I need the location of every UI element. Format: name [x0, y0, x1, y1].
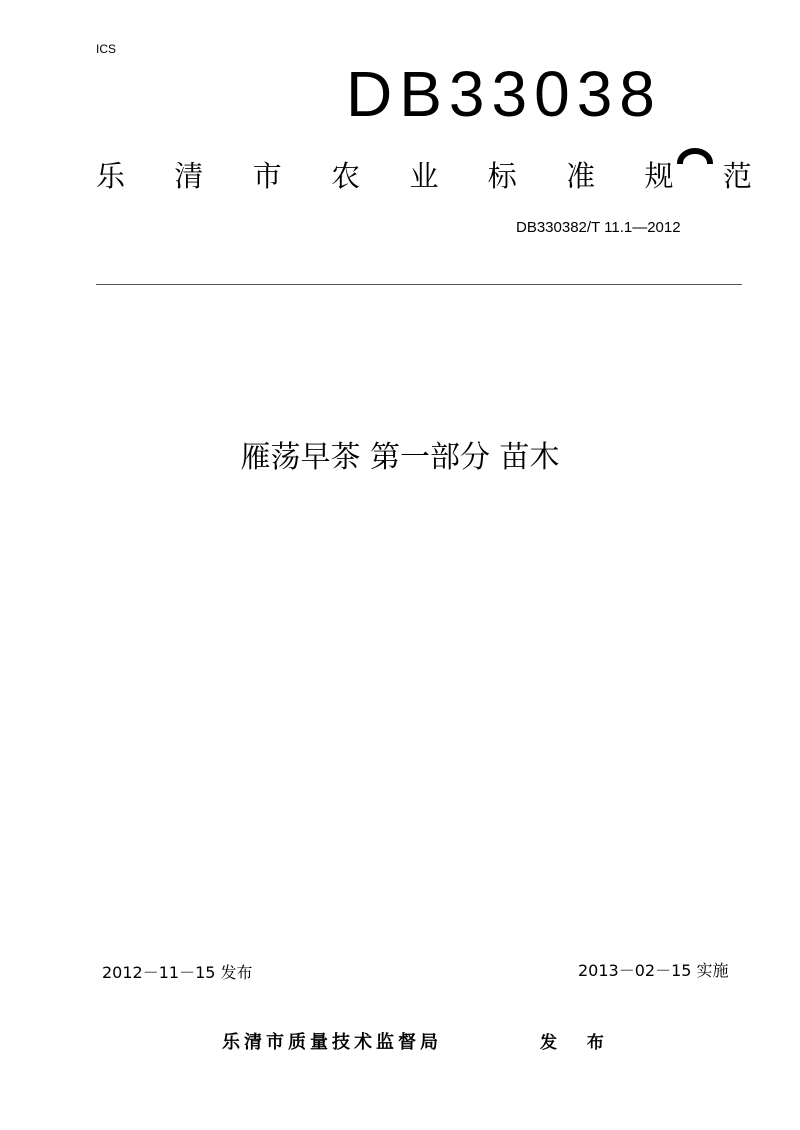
category-char: 乐: [96, 159, 126, 193]
standard-code: DB33038: [346, 58, 662, 130]
category-char: 规: [644, 159, 674, 193]
document-title: 雁荡早茶 第一部分 苗木: [240, 440, 560, 475]
standard-category: [96, 158, 752, 194]
issuer-action: 发 布: [540, 1033, 616, 1053]
header-divider: [96, 284, 742, 285]
category-char: 标: [487, 159, 517, 193]
ics-label: ICS: [96, 42, 117, 56]
category-char: 准: [566, 159, 596, 193]
implementation-date: 2013－02－15 实施: [578, 961, 729, 980]
issuing-authority: 乐清市质量技术监督局: [222, 1032, 442, 1053]
issue-date: 2012－11－15 发布: [102, 963, 253, 982]
category-char: 农: [331, 159, 361, 193]
category-char: 市: [252, 159, 282, 193]
document-number: DB330382/T 11.1—2012: [516, 219, 681, 236]
category-char: 业: [409, 159, 439, 193]
category-char: 清: [174, 159, 204, 193]
category-char: 范: [722, 159, 752, 193]
